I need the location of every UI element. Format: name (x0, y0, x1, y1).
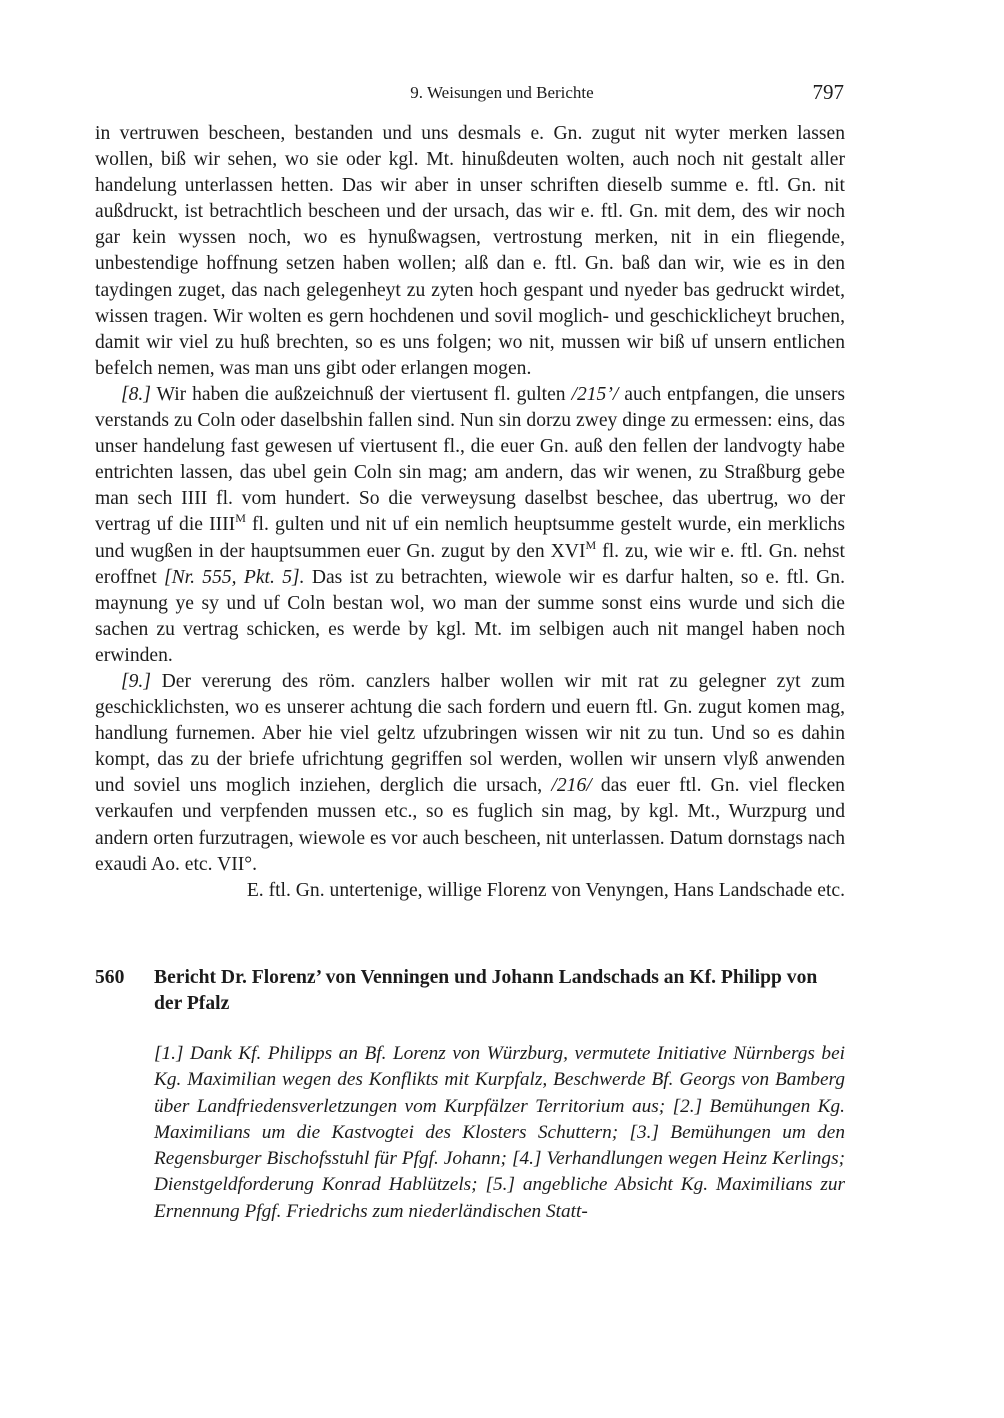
cross-reference: [Nr. 555, Pkt. 5]. (163, 566, 305, 588)
superscript: M (235, 511, 246, 526)
signature-line: E. ftl. Gn. untertenige, willige Florenz von Venyngen, Hans Landschade etc. (246, 879, 845, 901)
text-run: fl. zu, wie wir e. ftl. Gn. nehst eroffnet (95, 540, 845, 588)
section-marker: [9.] (121, 670, 151, 692)
document-number: 560 (95, 967, 125, 988)
paragraph-9 (95, 669, 845, 878)
text-run: auch entpfangen, die unsers verstands zu Coln oder daselbshin fallen sind. Nun sin dorzu zwey dinge zu ermessen: eins, das unser handelung fast gewesen uf viertusent fl., die euer Gn. auß den fellen der landvogty habe entrichten lassen, das ubel gein Coln sin mag; am andern, das wir wenen, zu Straßburg gebe man sech IIII fl. vom hundert. So die verweysung daselbst beschee, das ubertrug, wo der vertrag uf die IIII (95, 383, 845, 536)
superscript: M (585, 537, 597, 552)
body-text (95, 121, 845, 904)
paragraph-8 (95, 382, 845, 669)
text-run: fl. gulten und nit uf ein nemlich heuptsumme gestelt wurde, ein merklichs und wugßen in der hauptsummen euer Gn. zugut by den XVI (95, 514, 845, 562)
page-number: 797 (812, 80, 844, 104)
text-run: Der vererung des röm. canzlers halber wollen wir mit rat zu gelegner zyt zum geschicklichsten, wo es unserer achtung die sach fordern und euern ftl. Gn. zugut komen mag, handlung furnemen. Aber hie viel geltz ufzubringen wissen wir nit zu tun. Und so es dahin kompt, das zu der briefe ufrichtung gegriffen sol werden, wollen wir unsern vlyß anwenden und soviel uns moglich inziehen, derglich die ursach, (95, 670, 845, 797)
document-heading (95, 965, 845, 1017)
section-marker: [8.] (121, 383, 151, 405)
running-title: 9. Weisungen und Berichte (410, 83, 594, 102)
text-run: Das ist zu betrachten, wiewole wir es darfur halten, so e. ftl. Gn. maynung ye sy und uf Coln bestan wol, wo man der summe sonst eins wurde und sich die sachen zu vertrag schicken, es werde by kgl. Mt. im selbigen auch nit mangel haben noch erwinden. (95, 566, 845, 666)
document-title: Bericht Dr. Florenz’ von Venningen und Johann Landschads an Kf. Philipp von der Pfalz (154, 967, 818, 1014)
folio-reference: /215’/ (571, 383, 619, 405)
text-run: das euer ftl. Gn. viel flecken verkaufen und verpfenden mussen etc., so es fuglich sin mag, by kgl. Mt., Wurzpurg und andern orten furzutragen, wiewole es vor auch bescheen, nit unterlassen. Datum dornstags nach exaudi Ao. etc. VII°. (95, 775, 845, 875)
text-run: Wir haben die außzeichnuß der viertusent fl. gulten (150, 383, 572, 405)
document-regest: [1.] Dank Kf. Philipps an Bf. Lorenz von Würzburg, vermutete Initiative Nürnbergs bei Kg. Maximilian wegen des Konflikts mit Kurpfalz, Beschwerde Bf. Georgs von Bamberg über Landfriedensverletzungen vom Kurpfälzer Territorium aus; [2.] Bemühungen Kg. Maximilians um die Kastvogtei des Klosters Schuttern; [3.] Bemühungen um den Regensburger Bischofsstuhl für Pfgf. Johann; [4.] Verhandlungen wegen Heinz Kerlings; Dienstgeldforderung Konrad Hablützels; [5.] angebliche Absicht Kg. Maximilians zur Ernennung Pfgf. Friedrichs zum niederländischen Statt- (154, 1043, 845, 1222)
folio-reference: /216/ (551, 775, 592, 797)
paragraph-continuation: in vertruwen bescheen, bestanden und uns desmals e. Gn. zugut nit wyter merken lassen wollen, biß wir sehen, wo sie oder kgl. Mt. hinußdeuten wolten, auch noch nit gestalt aller handelung unterlassen hetten. Das wir aber in unser schriften dieselb summe e. ftl. Gn. nit außdruckt, ist betrachtlich bescheen und der ursach, das wir e. ftl. Gn. mit dem, des wir noch gar kein wyssen noch, wo es hynußwagsen, vertrostung merken, nit in ein fliegende, unbestendige hoffnung setzen haben wollen; alß dan e. ftl. Gn. baß dan wir, wie es in den taydingen zuget, das nach gelegenheyt zu zyten hoch gespant und nyeder bas gedruckt wirdet, wissen tragen. Wir wolten es gern hochdenen und sovil moglich- und geschicklicheyt bruchen, damit wir viel zu huß brechten, so es uns folgen; wo nit, mussen wir biß uf unsern entlichen befelch nemen, was man uns gibt oder erlangen mogen. (95, 123, 845, 379)
